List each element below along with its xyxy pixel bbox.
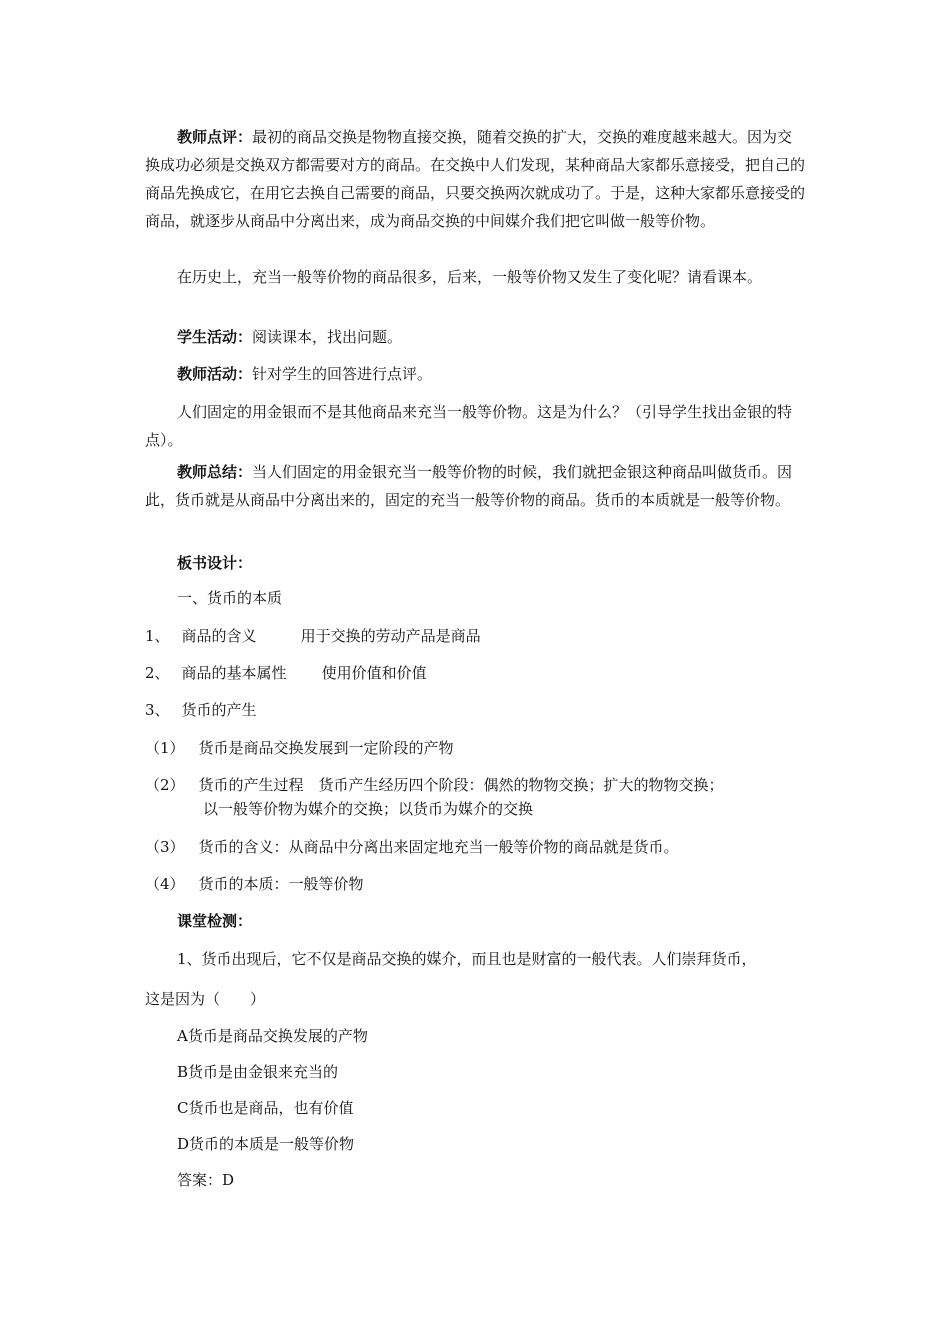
history-text: 在历史上，充当一般等价物的商品很多，后来，一般等价物又发生了变化呢？请看课本。 [177,268,763,286]
quiz-option-d: D货币的本质是一般等价物 [177,1135,355,1153]
board-subitem-4 [145,873,364,895]
gold-silver-text: 人们固定的用金银而不是其他商品来充当一般等价物。这是为什么？（引导学生找出金银的特点）。 [145,403,793,449]
quiz-question-line-1: 1、货币出现后，它不仅是商品交换的媒介，而且也是财富的一般代表。人们崇拜货币， [177,950,757,968]
board-item-2 [145,662,427,684]
board-item-label: 商品的基本属性 [181,664,287,682]
board-subitem-num: （2） [145,776,185,794]
board-subitem-num: （1） [145,739,185,757]
board-subitem-num: （4） [145,875,185,893]
teacher-activity-text: 针对学生的回答进行点评。 [252,365,433,383]
board-item-num: 2、 [145,664,170,682]
teacher-comment-text: 最初的商品交换是物物直接交换，随着交换的扩大，交换的难度越来越大。因为交换成功必须是交换双方都需要对方的商品。在交换中人们发现，某种商品大家都乐意接受，把自己的商品先换成它，在用它去换自己需要的商品，只要交换两次就成功了。于是，这种大家都乐意接受的商品，就逐步从商品中分离出来，成为商品交换的中间媒介我们把它叫做一般等价物。 [145,128,806,230]
board-subitem-text: 货币的本质：一般等价物 [198,875,364,893]
student-activity-label: 学生活动： [177,328,253,346]
teacher-activity-paragraph [145,360,805,388]
board-section-title: 一、货币的本质 [177,589,283,607]
board-item-num: 3、 [145,701,170,719]
board-item-3 [145,699,257,721]
board-item-label: 商品的含义 [181,627,257,645]
gold-silver-paragraph [145,398,805,454]
board-item-1 [145,625,481,647]
board-subitem-2-continuation: 以一般等价物为媒介的交换；以货币为媒介的交换 [203,800,534,818]
quiz-question-line-2: 这是因为（ ） [145,990,266,1008]
board-item-text: 使用价值和价值 [321,664,427,682]
teacher-comment-label: 教师点评： [177,128,253,146]
student-activity-paragraph [145,323,805,351]
teacher-summary-label: 教师总结： [177,463,253,481]
board-item-text: 用于交换的劳动产品是商品 [300,627,481,645]
board-item-label: 货币的产生 [181,701,257,719]
teacher-comment-paragraph [145,123,805,235]
student-activity-text: 阅读课本，找出问题。 [252,328,403,346]
board-subitem-text: 货币的含义：从商品中分离出来固定地充当一般等价物的商品就是货币。 [198,838,679,856]
board-subitem-text: 货币的产生过程 货币产生经历四个阶段：偶然的物物交换；扩大的物物交换； [198,776,724,794]
quiz-option-b: B货币是由金银来充当的 [177,1063,339,1081]
board-subitem-2 [145,774,724,796]
board-subitem-1 [145,737,454,759]
history-paragraph [145,263,805,291]
teacher-summary-text: 当人们固定的用金银充当一般等价物的时候，我们就把金银这种商品叫做货币。因此，货币就是从商品中分离出来的，固定的充当一般等价物的商品。货币的本质就是一般等价物。 [145,463,793,509]
board-subitem-3 [145,836,679,858]
quiz-option-c: C货币也是商品，也有价值 [177,1099,354,1117]
quiz-option-a: A货币是商品交换发展的产物 [177,1027,368,1045]
board-subitem-text: 货币是商品交换发展到一定阶段的产物 [198,739,454,757]
board-item-num: 1、 [145,627,170,645]
teacher-summary-paragraph [145,458,805,514]
quiz-answer: 答案：D [177,1171,235,1189]
board-subitem-num: （3） [145,838,185,856]
quiz-heading: 课堂检测： [177,912,253,930]
board-design-heading: 板书设计： [177,554,253,572]
teacher-activity-label: 教师活动： [177,365,253,383]
